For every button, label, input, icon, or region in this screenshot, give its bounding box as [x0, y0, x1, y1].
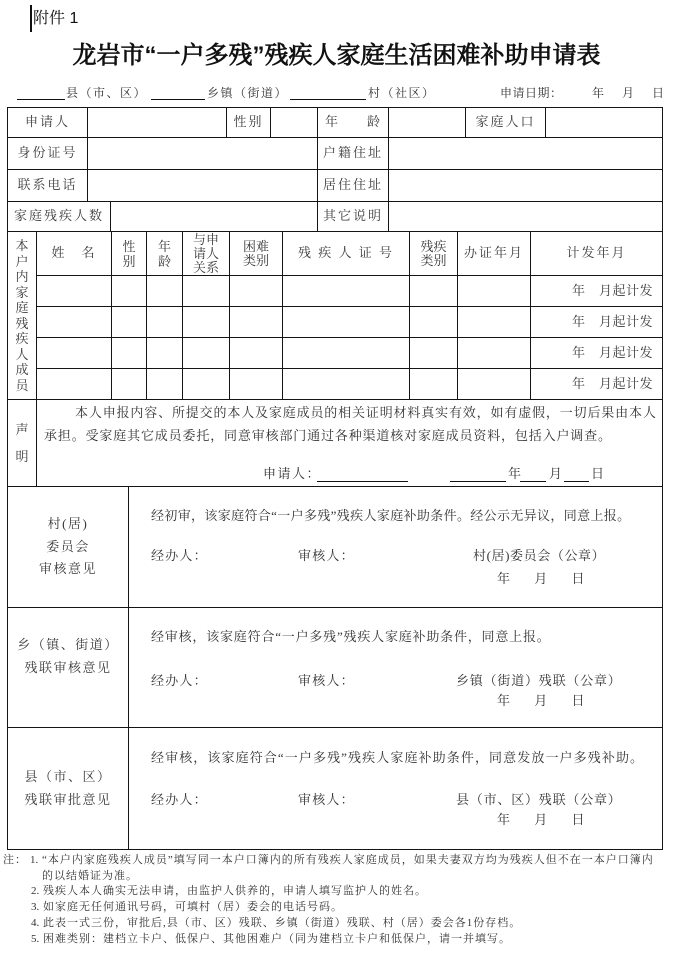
application-date-year[interactable]: 年 — [592, 86, 605, 100]
member-cert-date-field[interactable] — [457, 368, 531, 400]
disabled-count-field[interactable] — [110, 201, 318, 232]
member-cert-date-field[interactable] — [457, 275, 531, 307]
town-blank[interactable] — [151, 99, 205, 100]
member-disability-type-field[interactable] — [409, 275, 458, 307]
member-relation-field[interactable] — [182, 275, 230, 307]
header-age — [146, 231, 183, 276]
county-approval-date: 年 月 日 — [497, 812, 587, 827]
header-relation — [182, 231, 230, 276]
text-cursor — [30, 5, 32, 32]
declaration-month-blank[interactable] — [520, 481, 546, 482]
county-handler-label: 经办人： — [151, 792, 208, 807]
member-hardship-type-field[interactable] — [229, 275, 283, 307]
county-label: 县（市、区） — [66, 86, 148, 100]
household-size-label: 家庭人口 — [475, 114, 536, 130]
member-cert-no-field[interactable] — [282, 306, 410, 338]
header-age-label: 年龄 — [157, 238, 171, 269]
header-payment-start — [530, 231, 663, 276]
header-cert-date — [457, 231, 531, 276]
header-gender — [111, 231, 147, 276]
village-approval-label-line: 审核意见 — [38, 561, 97, 577]
town-label: 乡镇（街道） — [207, 86, 289, 100]
note-number: 1. — [30, 854, 39, 866]
header-disability-cert-no — [282, 231, 410, 276]
village-label: 村（社区） — [368, 86, 436, 100]
member-cert-no-field[interactable] — [282, 368, 410, 400]
note-number: 5. — [31, 933, 40, 945]
declaration-year-blank[interactable] — [450, 481, 506, 482]
member-relation-field[interactable] — [182, 368, 230, 400]
member-age-field[interactable] — [146, 368, 183, 400]
county-approval-label-line: 县（市、区） — [24, 769, 112, 784]
member-name-field[interactable] — [36, 275, 112, 307]
header-disability-cert-no-label: 残 疾 人 证 号 — [297, 245, 394, 261]
member-cert-date-field[interactable] — [457, 306, 531, 338]
form-title: 龙岩市“一户多残”残疾人家庭生活困难补助申请表 — [72, 42, 601, 69]
county-approval-label-line: 残联审批意见 — [24, 791, 112, 807]
member-cert-no-field[interactable] — [282, 275, 410, 307]
member-gender-field[interactable] — [111, 275, 147, 307]
town-approval-date: 年 月 日 — [497, 693, 587, 708]
village-approval-label-line: 村(居) — [47, 516, 89, 532]
note-number: 4. — [31, 917, 40, 929]
member-payment-start-field[interactable] — [530, 275, 663, 307]
household-size-label-cell — [465, 107, 546, 138]
village-approval-body — [128, 486, 663, 608]
declaration-text-line: 本人申报内容、所提交的本人及家庭成员的相关证明材料真实有效，如有虚假，一切后果由本人 — [75, 405, 657, 420]
hukou-address-label: 户籍住址 — [322, 145, 383, 161]
header-gender-label: 性别 — [122, 238, 136, 269]
village-opinion-text: 经初审，该家庭符合“一户多残”残疾人家庭补助条件。经公示无异议，同意上报。 — [151, 508, 631, 523]
member-disability-type-field[interactable] — [409, 337, 458, 369]
member-relation-field[interactable] — [182, 306, 230, 338]
disabled-count-label-cell — [7, 201, 111, 232]
note-text-line: “本户内家庭残疾人成员”填写同一本户口簿内的所有残疾人家庭成员，如果夫妻双方均为残疾人但不在一本户口簿内 — [42, 854, 654, 866]
town-approval-label-line: 残联审核意见 — [24, 659, 112, 675]
town-approval-body — [128, 607, 663, 728]
member-gender-field[interactable] — [111, 368, 147, 400]
hukou-address-field[interactable] — [388, 137, 663, 170]
declaration-day-label: 日 — [591, 466, 606, 481]
village-approval-date: 年 月 日 — [497, 571, 587, 586]
residence-address-field[interactable] — [388, 169, 663, 202]
county-approval-label-cell — [7, 727, 129, 850]
member-disability-type-field[interactable] — [409, 306, 458, 338]
member-name-field[interactable] — [36, 306, 112, 338]
member-age-field[interactable] — [146, 337, 183, 369]
declaration-body — [36, 399, 663, 487]
member-name-field[interactable] — [36, 337, 112, 369]
member-age-field[interactable] — [146, 306, 183, 338]
residence-address-label-cell — [317, 169, 389, 202]
declaration-applicant-label: 申请人： — [263, 466, 322, 481]
age-field[interactable] — [388, 107, 466, 138]
county-blank[interactable] — [17, 99, 65, 100]
member-gender-field[interactable] — [111, 337, 147, 369]
phone-field[interactable] — [87, 169, 318, 202]
gender-label-cell — [226, 107, 271, 138]
member-hardship-type-field[interactable] — [229, 337, 283, 369]
note-text-line: 此表一式三份，审批后,县（市、区）残联、乡镇（街道）残联、村（居）委会各1份存档。 — [43, 917, 522, 929]
member-payment-start-field[interactable] — [530, 368, 663, 400]
age-label-cell — [317, 107, 389, 138]
member-payment-start-field[interactable] — [530, 337, 663, 369]
village-handler-label: 经办人： — [151, 548, 208, 563]
applicant-label-cell — [7, 107, 88, 138]
application-date-month[interactable]: 月 — [622, 86, 635, 100]
id-number-field[interactable] — [87, 137, 318, 170]
header-disability-type — [409, 231, 458, 276]
id-number-label-cell — [7, 137, 88, 170]
member-relation-field[interactable] — [182, 337, 230, 369]
residence-address-label: 居住住址 — [322, 177, 383, 193]
payment-start-text: 年 月起计发 — [571, 282, 653, 298]
county-seal-label: 县（市、区）残联（公章） — [456, 792, 622, 807]
member-gender-field[interactable] — [111, 306, 147, 338]
payment-start-text: 年 月起计发 — [571, 313, 653, 329]
hukou-address-label-cell — [317, 137, 389, 170]
declaration-month-label: 月 — [549, 466, 564, 481]
member-hardship-type-field[interactable] — [229, 306, 283, 338]
declaration-year-label: 年 — [508, 466, 523, 481]
other-notes-label-cell — [317, 201, 389, 232]
note-text-line: 的以结婚证为准。 — [42, 870, 138, 882]
other-notes-field[interactable] — [388, 201, 663, 232]
member-age-field[interactable] — [146, 275, 183, 307]
county-reviewer-label: 审核人： — [298, 792, 355, 807]
note-text-line: 困难类别：建档立卡户、低保户、其他困难户（同为建档立卡户和低保户，请一并填写。 — [43, 933, 511, 945]
member-name-field[interactable] — [36, 368, 112, 400]
header-hardship-type — [229, 231, 283, 276]
village-approval-label-cell — [7, 486, 129, 608]
town-approval-label-line: 乡（镇、街道） — [17, 637, 119, 652]
town-approval-label-cell — [7, 607, 129, 728]
county-approval-body — [128, 727, 663, 850]
applicant-label: 申请人 — [24, 114, 70, 130]
members-section-label-cell — [7, 231, 37, 400]
member-disability-type-field[interactable] — [409, 368, 458, 400]
application-date-day[interactable]: 日 — [652, 86, 665, 100]
gender-field[interactable] — [270, 107, 318, 138]
disabled-count-label: 家庭残疾人数 — [13, 208, 104, 224]
header-relation-label: 与申请人关系 — [192, 231, 219, 275]
county-opinion-text: 经审核，该家庭符合“一户多残”残疾人家庭补助条件，同意发放一户多残补助。 — [151, 750, 645, 765]
declaration-text-line: 承担。受家庭其它成员委托，同意审核部门通过各种渠道核对家庭成员资料，包括入户调查。 — [44, 428, 612, 443]
declaration-signature-blank[interactable] — [317, 481, 408, 482]
header-name — [36, 231, 112, 276]
other-notes-label: 其它说明 — [322, 208, 383, 224]
village-seal-label: 村(居)委员会（公章） — [473, 548, 606, 563]
header-payment-start-label: 计发年月 — [566, 245, 627, 261]
declaration-label: 声明 — [15, 422, 29, 464]
header-hardship-type-label: 困难类别 — [242, 238, 269, 268]
town-opinion-text: 经审核，该家庭符合“一户多残”残疾人家庭补助条件，同意上报。 — [151, 629, 551, 644]
members-section-label: 本户内家庭残疾人成员 — [15, 238, 29, 393]
town-handler-label: 经办人： — [151, 673, 208, 688]
village-approval-label-line: 委员会 — [46, 538, 90, 554]
town-reviewer-label: 审核人： — [298, 673, 355, 688]
attachment-label: 附件 1 — [33, 10, 79, 27]
town-seal-label: 乡镇（街道）残联（公章） — [456, 673, 622, 688]
note-text-line: 如家庭无任何通讯号码，可填村（居）委会的电话号码。 — [43, 901, 343, 913]
header-disability-type-label: 残疾类别 — [420, 238, 447, 268]
payment-start-text: 年 月起计发 — [571, 344, 653, 360]
payment-start-text: 年 月起计发 — [571, 375, 653, 391]
declaration-day-blank[interactable] — [564, 481, 589, 482]
village-blank[interactable] — [290, 99, 366, 100]
village-reviewer-label: 审核人： — [298, 548, 355, 563]
age-label: 年 龄 — [324, 114, 381, 130]
member-hardship-type-field[interactable] — [229, 368, 283, 400]
application-date-label: 申请日期： — [500, 86, 563, 100]
note-text-line: 残疾人本人确实无法申请，由监护人供养的，申请人填写监护人的姓名。 — [43, 885, 427, 897]
header-name-label: 姓 名 — [51, 245, 97, 261]
note-number: 2. — [31, 885, 40, 897]
applicant-name-field[interactable] — [87, 107, 227, 138]
header-cert-date-label: 办证年月 — [463, 245, 524, 261]
member-payment-start-field[interactable] — [530, 306, 663, 338]
gender-label: 性别 — [233, 114, 264, 130]
notes-label: 注： — [3, 854, 27, 866]
member-cert-no-field[interactable] — [282, 337, 410, 369]
member-cert-date-field[interactable] — [457, 337, 531, 369]
declaration-label-cell — [7, 399, 37, 487]
id-number-label: 身份证号 — [17, 145, 78, 161]
household-size-field[interactable] — [545, 107, 663, 138]
phone-label-cell — [7, 169, 88, 202]
note-number: 3. — [31, 901, 40, 913]
phone-label: 联系电话 — [17, 177, 78, 193]
